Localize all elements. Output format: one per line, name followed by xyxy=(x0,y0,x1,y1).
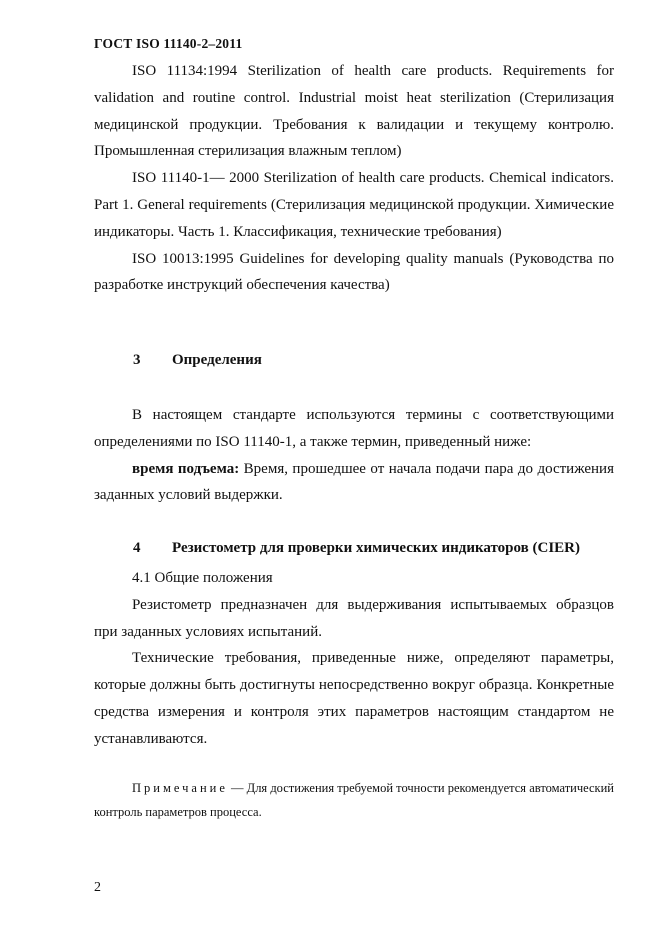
term-definition xyxy=(94,456,614,510)
definitions-intro: В настоящем стандарте используются термины с соответствующими определениями по ISO 11140-1, а также термин, приведенный ниже: xyxy=(94,407,614,450)
section-title: Резистометр для проверки химических индикаторов (CIER) xyxy=(172,540,580,556)
section-heading xyxy=(133,540,580,557)
note xyxy=(94,776,614,824)
reference-item: ISO 11134:1994 Sterilization of health care products. Requirements for validation and routine control. Industrial moist heat sterilization (Стерилизация медицинской продукции. Требования к валидации и текущему контролю. Промышленная стерилизация влажным теплом) xyxy=(94,63,614,160)
body-paragraph: Резистометр предназначен для выдерживания испытываемых образцов при заданных условиях испытаний. xyxy=(94,596,614,640)
section-number: 4 xyxy=(133,540,141,556)
note-dash: — xyxy=(227,781,247,795)
definitions-section xyxy=(94,402,614,509)
document-header: ГОСТ ISO 11140-2–2011 xyxy=(94,36,243,51)
reference-item: ISO 10013:1995 Guidelines for developing quality manuals (Руководства по разработке инструкций обеспечения качества) xyxy=(94,250,614,294)
section-heading xyxy=(133,352,262,369)
body-paragraph: Технические требования, приведенные ниже, определяют параметры, которые должны быть достигнуты непосредственно вокруг образца. Конкретные средства измерения и контроля этих параметров настоящим стандартом не устанавливаются. xyxy=(94,650,614,747)
term-name: время подъема: xyxy=(132,460,240,477)
subsection-title: 4.1 Общие положения xyxy=(132,570,273,586)
reference-item: ISO 11140-1— 2000 Sterilization of health care products. Chemical indicators. Part 1. General requirements (Стерилизация медицинской продукции. Химические индикаторы. Часть 1. Классификация, технические требования) xyxy=(94,170,614,240)
section-number: 3 xyxy=(133,352,141,368)
note-text: Для достижения требуемой точности рекомендуется автоматический контроль параметров процесса. xyxy=(94,781,614,819)
normative-references xyxy=(94,58,614,299)
resistometer-section xyxy=(94,565,614,753)
term-text: Время, прошедшее от начала подачи пара до достижения заданных условий выдержки. xyxy=(94,460,614,504)
section-title: Определения xyxy=(172,352,262,368)
note-label: Примечание xyxy=(132,781,228,795)
page-number: 2 xyxy=(94,880,101,895)
